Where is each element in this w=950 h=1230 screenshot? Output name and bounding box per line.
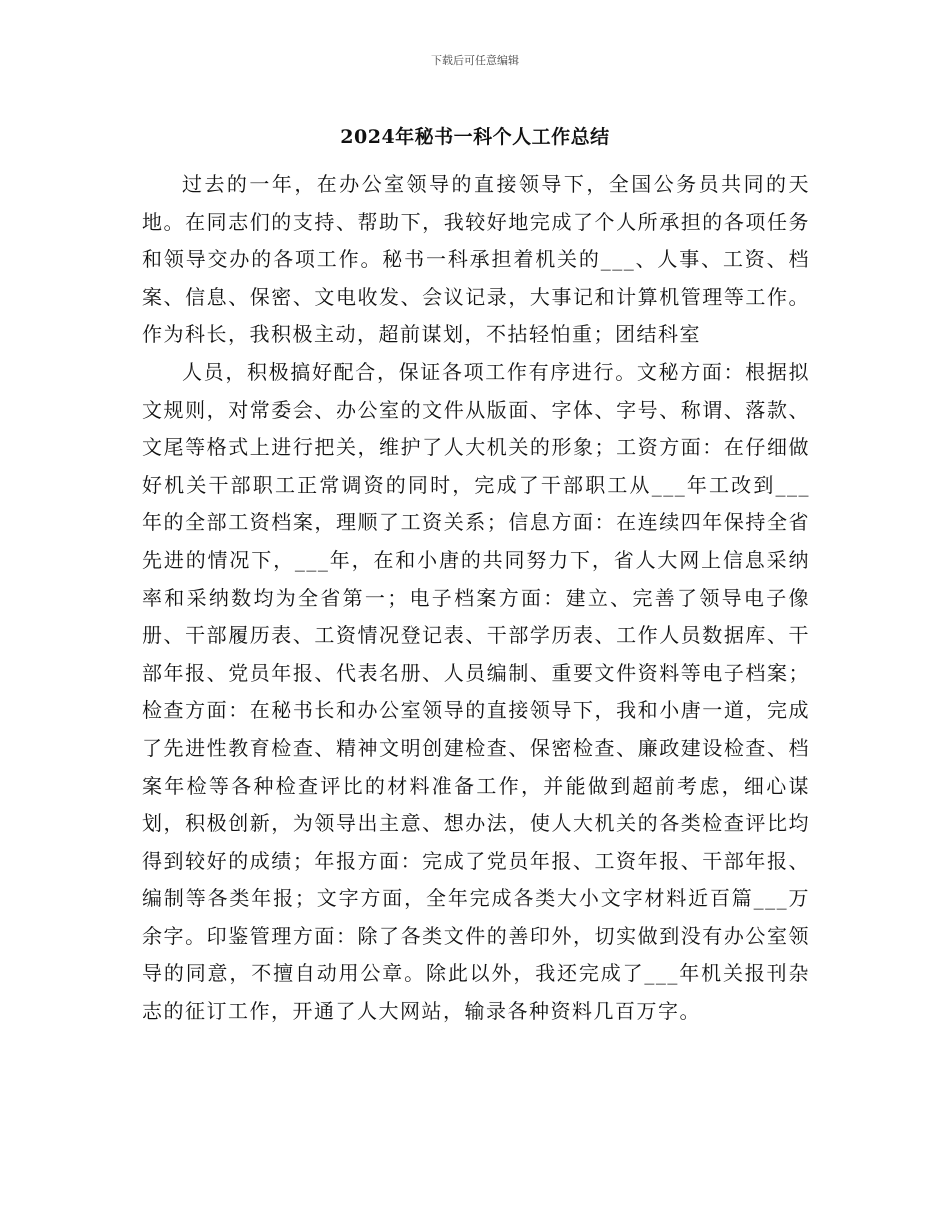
paragraph-1: 过去的一年，在办公室领导的直接领导下，全国公务员共同的天地。在同志们的支持、帮助下，我较好地完成了个人所承担的各项任务和领导交办的各项工作。秘书一科承担着机关的___、人事、工资、档案、信息、保密、文电收发、会议记录，大事记和计算机管理等工作。作为科长，我积极主动，超前谋划，不拈轻怕重；团结科室 — [142, 172, 810, 347]
document-body — [142, 166, 810, 1031]
paragraph-2: 人员，积极搞好配合，保证各项工作有序进行。文秘方面：根据拟文规则，对常委会、办公室的文件从版面、字体、字号、称谓、落款、文尾等格式上进行把关，维护了人大机关的形象；工资方面：在仔细做好机关干部职工正常调资的同时，完成了干部职工从___年工改到___年的全部工资档案，理顺了工资关系；信息方面：在连续四年保持全省先进的情况下，___年，在和小唐的共同努力下，省人大网上信息采纳率和采纳数均为全省第一；电子档案方面：建立、完善了领导电子像册、干部履历表、工资情况登记表、干部学历表、工作人员数据库、干部年报、党员年报、代表名册、人员编制、重要文件资料等电子档案；检查方面：在秘书长和办公室领导的直接领导下，我和小唐一道，完成了先进性教育检查、精神文明创建检查、保密检查、廉政建设检查、档案年检等各种检查评比的材料准备工作，并能做到超前考虑，细心谋划，积极创新，为领导出主意、想办法，使人大机关的各类检查评比均得到较好的成绩；年报方面：完成了党员年报、工资年报、干部年报、编制等各类年报；文字方面，全年完成各类大小文字材料近百篇___万余字。印鉴管理方面：除了各类文件的善印外，切实做到没有办公室领导的同意，不擅自动用公章。除此以外，我还完成了___年机关报刊杂志的征订工作，开通了人大网站，输录各种资料几百万字。 — [142, 359, 810, 1024]
page-header: 下载后可任意编辑 — [431, 54, 519, 67]
document-title: 2024年秘书一科个人工作总结 — [340, 126, 610, 148]
